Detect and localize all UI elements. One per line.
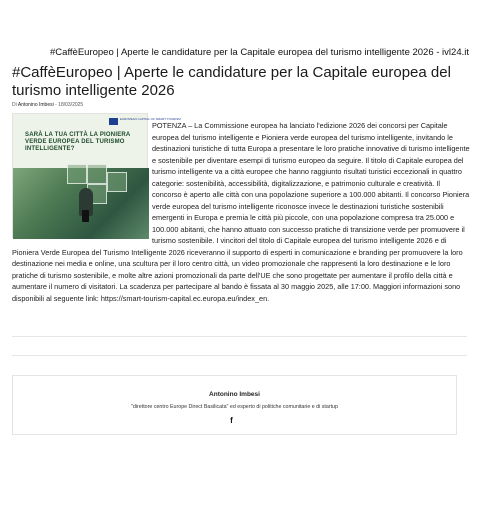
byline-date: 18/03/2025 — [58, 102, 84, 108]
author-box-bio: "direttore centro Europe Direct Basilicata" ed esperto di politiche comunitarie e di startup — [131, 404, 338, 410]
divider — [12, 355, 467, 356]
eu-logo-text: EUROPEAN CAPITAL OF SMART TOURISM — [120, 117, 181, 121]
author-box — [12, 375, 457, 435]
article-byline — [12, 102, 83, 108]
page-title-bar: #CaffèEuropeo | Aperte le candidature per la Capitale europea del turismo intelligente 2026 - ivl24.it — [50, 47, 469, 58]
divider — [12, 336, 467, 337]
facebook-icon[interactable]: f — [230, 416, 233, 425]
byline-author-link[interactable]: Antonino Imbesi — [17, 102, 54, 108]
article-body-text: POTENZA – La Commissione europea ha lanciato l'edizione 2026 dei concorsi per Capitale europea del turismo intelligente e Pioniera verde europea del turismo intelligente, invitando le destinazioni turistiche di tutta Europa a presentare le loro pratiche innovative di turismo intelligente e sostenibile per diventare esempi di turismo europeo da seguire. Il titolo di Capitale europea del turismo intelligente va a città europee che hanno raggiunto risultati turistici eccezionali in quattro categorie: sostenibilità, accessibilità, digitalizzazione, e patrimonio culturale e creatività. Il concorso è aperto alle città con una popolazione superiore a 100.000 abitanti. Il concorso Pioniera verde europea del turismo intelligente riconosce invece le destinazioni turistiche sostenibili emergenti in Europa e premia le città più piccole, con una popolazione compresa tra 25.000 e 100.000 abitanti, che hanno attuato con successo pratiche di transizione verde per promuovere il turismo sostenibile. I vincitori del titolo di Capitale europea del turismo intelligente 2026 e di Pioniera Verde Europea del Turismo Intelligente 2026 riceveranno il supporto di esperti in comunicazione e branding per promuovere la loro destinazione nei media e online, una scultura per il loro centro città, un video promozionale che rappresenti la loro destinazione e le loro pratiche di turismo sostenibile, e molte altre azioni promozionali da parte dell'UE che sono progettate per aumentare il profilo della città e aumentare il numero di visitatori. La scadenza per partecipare al bando è fissata al 30 maggio 2025, alle 17:00. Maggiori informazioni sono disponibili al seguente link: https://smart-tourism-capital.ec.europa.eu/index_en. — [12, 121, 470, 303]
author-box-name: Antonino Imbesi — [209, 391, 260, 398]
byline-prefix: Di — [12, 102, 17, 108]
byline-separator: - — [55, 102, 59, 108]
image-caption: SARÀ LA TUA CITTÀ LA PIONIERA VERDE EUROPEA DEL TURISMO INTELLIGENTE? — [25, 132, 131, 152]
article-headline: #CaffèEuropeo | Aperte le candidature per la Capitale europea del turismo intelligente 2026 — [12, 64, 451, 99]
